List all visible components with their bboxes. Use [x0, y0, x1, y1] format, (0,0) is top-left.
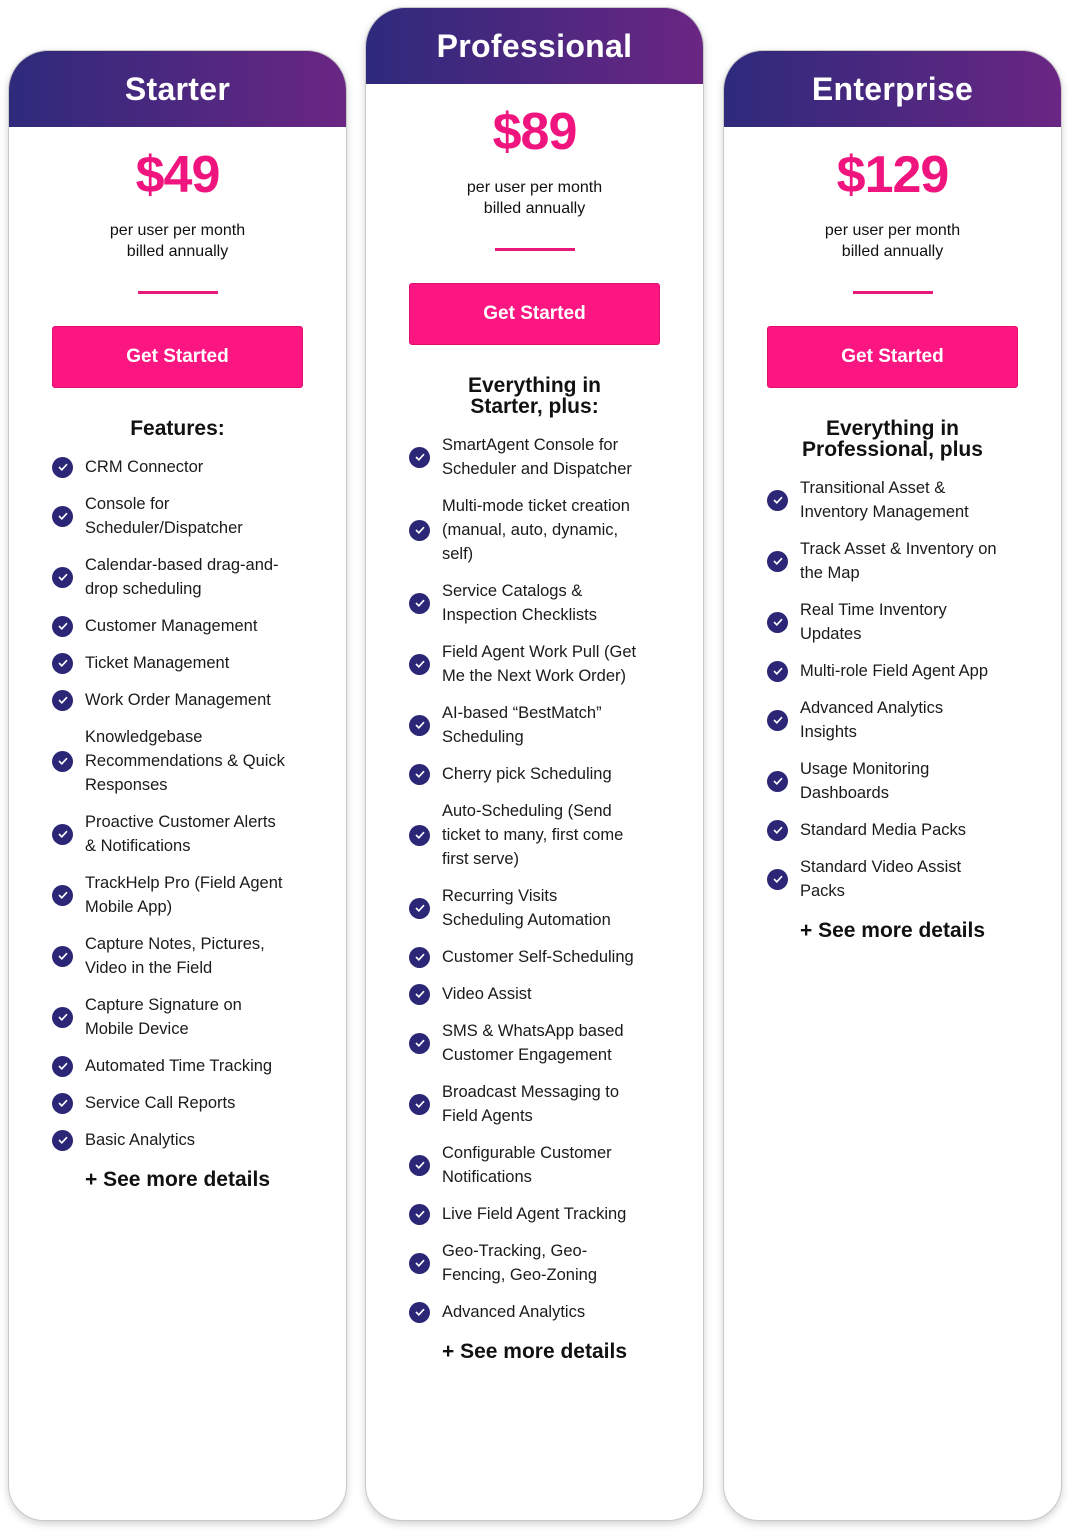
feature-item [409, 1202, 703, 1226]
plan-price: $89 [492, 103, 577, 161]
feature-item [409, 701, 703, 749]
check-circle-icon [767, 820, 788, 841]
feature-item [409, 579, 703, 627]
check-circle-icon [409, 520, 430, 541]
check-circle-icon [409, 898, 430, 919]
feature-label: Geo-Tracking, Geo- Fencing, Geo-Zoning [442, 1242, 598, 1284]
check-circle-icon [52, 946, 73, 967]
check-circle-icon [767, 771, 788, 792]
feature-label: Capture Notes, Pictures, Video in the Field [85, 935, 265, 977]
feature-label: Knowledgebase Recommendations & Quick Responses [85, 728, 285, 794]
feature-item [52, 492, 346, 540]
billing-note: per user per month billed annually [109, 222, 246, 260]
get-started-button[interactable]: Get Started [767, 326, 1018, 388]
check-circle-icon [767, 710, 788, 731]
feature-label: Console for Scheduler/Dispatcher [85, 495, 243, 537]
feature-label: CRM Connector [85, 458, 204, 476]
check-circle-icon [52, 751, 73, 772]
feature-label: Configurable Customer Notifications [442, 1144, 612, 1186]
check-circle-icon [52, 506, 73, 527]
feature-item [52, 993, 346, 1041]
see-more-details-link[interactable]: + See more details [84, 1168, 270, 1191]
feature-item [409, 982, 703, 1006]
feature-label: Ticket Management [85, 654, 230, 672]
plan-name: Professional [366, 8, 703, 84]
feature-item [409, 884, 703, 932]
feature-label: Service Call Reports [85, 1094, 236, 1112]
features-heading: Everything in Professional, plus [802, 417, 983, 461]
feature-item [52, 810, 346, 858]
see-more-details-link[interactable]: + See more details [799, 919, 985, 942]
check-circle-icon [52, 653, 73, 674]
feature-label: Transitional Asset & Inventory Management [800, 479, 969, 521]
feature-item [409, 945, 703, 969]
check-circle-icon [409, 715, 430, 736]
feature-label: Multi-mode ticket creation (manual, auto, dynamic, self) [442, 497, 630, 563]
feature-list [409, 433, 703, 1324]
check-circle-icon [767, 551, 788, 572]
divider [138, 291, 218, 294]
get-started-button[interactable]: Get Started [409, 283, 660, 345]
feature-item [52, 1128, 346, 1152]
feature-item [52, 614, 346, 638]
plan-name: Starter [9, 51, 346, 127]
plan-card-starter [8, 50, 347, 1521]
feature-label: Basic Analytics [85, 1131, 196, 1149]
feature-label: Advanced Analytics [442, 1303, 586, 1321]
feature-item [409, 1300, 703, 1324]
feature-item [409, 762, 703, 786]
feature-label: SMS & WhatsApp based Customer Engagement [442, 1022, 624, 1064]
check-circle-icon [767, 612, 788, 633]
feature-label: Field Agent Work Pull (Get Me the Next Work Order) [442, 643, 637, 685]
features-heading: Features: [130, 417, 225, 440]
features-heading: Everything in Starter, plus: [467, 374, 602, 418]
feature-label: Multi-role Field Agent App [800, 662, 989, 680]
get-started-button[interactable]: Get Started [52, 326, 303, 388]
feature-item [52, 1091, 346, 1115]
check-circle-icon [52, 567, 73, 588]
feature-item [52, 932, 346, 980]
check-circle-icon [409, 593, 430, 614]
feature-item [52, 688, 346, 712]
feature-label: Calendar-based drag-and- drop scheduling [85, 556, 279, 598]
feature-item [409, 1080, 703, 1128]
check-circle-icon [52, 690, 73, 711]
billing-note: per user per month billed annually [466, 179, 603, 217]
feature-label: Service Catalogs & Inspection Checklists [442, 582, 597, 624]
feature-item [767, 696, 1061, 744]
check-circle-icon [52, 885, 73, 906]
check-circle-icon [767, 661, 788, 682]
check-circle-icon [409, 1204, 430, 1225]
feature-label: Proactive Customer Alerts & Notifications [85, 813, 276, 855]
feature-label: Broadcast Messaging to Field Agents [442, 1083, 620, 1125]
check-circle-icon [409, 1302, 430, 1323]
check-circle-icon [52, 824, 73, 845]
check-circle-icon [409, 654, 430, 675]
feature-item [52, 651, 346, 675]
feature-label: Capture Signature on Mobile Device [85, 996, 242, 1038]
feature-label: Usage Monitoring Dashboards [800, 760, 930, 802]
check-circle-icon [409, 764, 430, 785]
feature-label: Standard Video Assist Packs [800, 858, 962, 900]
check-circle-icon [52, 616, 73, 637]
check-circle-icon [52, 1093, 73, 1114]
check-circle-icon [767, 869, 788, 890]
divider [495, 248, 575, 251]
billing-note: per user per month billed annually [824, 222, 961, 260]
feature-item [409, 494, 703, 566]
feature-label: Recurring Visits Scheduling Automation [442, 887, 611, 929]
check-circle-icon [409, 984, 430, 1005]
feature-item [767, 757, 1061, 805]
feature-label: Auto-Scheduling (Send ticket to many, first come first serve) [442, 802, 624, 868]
feature-label: Real Time Inventory Updates [800, 601, 947, 643]
check-circle-icon [52, 1056, 73, 1077]
feature-label: Track Asset & Inventory on the Map [800, 540, 997, 582]
feature-item [409, 640, 703, 688]
feature-label: Customer Management [85, 617, 258, 635]
feature-item [52, 455, 346, 479]
feature-item [767, 855, 1061, 903]
divider [853, 291, 933, 294]
plan-price: $129 [836, 146, 949, 204]
plan-card-professional [365, 7, 704, 1521]
plan-price: $49 [135, 146, 220, 204]
feature-label: Video Assist [442, 985, 532, 1003]
feature-label: Automated Time Tracking [85, 1057, 273, 1075]
feature-label: Standard Media Packs [800, 821, 967, 839]
feature-item [52, 1054, 346, 1078]
feature-label: Work Order Management [85, 691, 271, 709]
feature-label: Customer Self-Scheduling [442, 948, 634, 966]
feature-item [767, 818, 1061, 842]
feature-item [409, 1019, 703, 1067]
feature-label: AI-based “BestMatch” Scheduling [442, 704, 602, 746]
check-circle-icon [409, 1033, 430, 1054]
feature-label: Live Field Agent Tracking [442, 1205, 627, 1223]
check-circle-icon [52, 1130, 73, 1151]
feature-item [409, 1141, 703, 1189]
feature-label: SmartAgent Console for Scheduler and Dispatcher [442, 436, 632, 478]
see-more-details-link[interactable]: + See more details [441, 1340, 627, 1363]
check-circle-icon [409, 1155, 430, 1176]
check-circle-icon [52, 1007, 73, 1028]
check-circle-icon [409, 1094, 430, 1115]
feature-item [767, 659, 1061, 683]
feature-item [409, 1239, 703, 1287]
feature-item [767, 598, 1061, 646]
feature-item [767, 476, 1061, 524]
check-circle-icon [409, 447, 430, 468]
feature-item [767, 537, 1061, 585]
feature-label: Advanced Analytics Insights [800, 699, 944, 741]
feature-list [52, 455, 346, 1152]
feature-item [52, 553, 346, 601]
check-circle-icon [767, 490, 788, 511]
plan-card-enterprise [723, 50, 1062, 1521]
check-circle-icon [409, 947, 430, 968]
check-circle-icon [52, 457, 73, 478]
feature-label: Cherry pick Scheduling [442, 765, 612, 783]
feature-list [767, 476, 1061, 903]
feature-label: TrackHelp Pro (Field Agent Mobile App) [85, 874, 283, 916]
feature-item [52, 725, 346, 797]
feature-item [409, 433, 703, 481]
feature-item [409, 799, 703, 871]
feature-item [52, 871, 346, 919]
plan-name: Enterprise [724, 51, 1061, 127]
check-circle-icon [409, 1253, 430, 1274]
check-circle-icon [409, 825, 430, 846]
